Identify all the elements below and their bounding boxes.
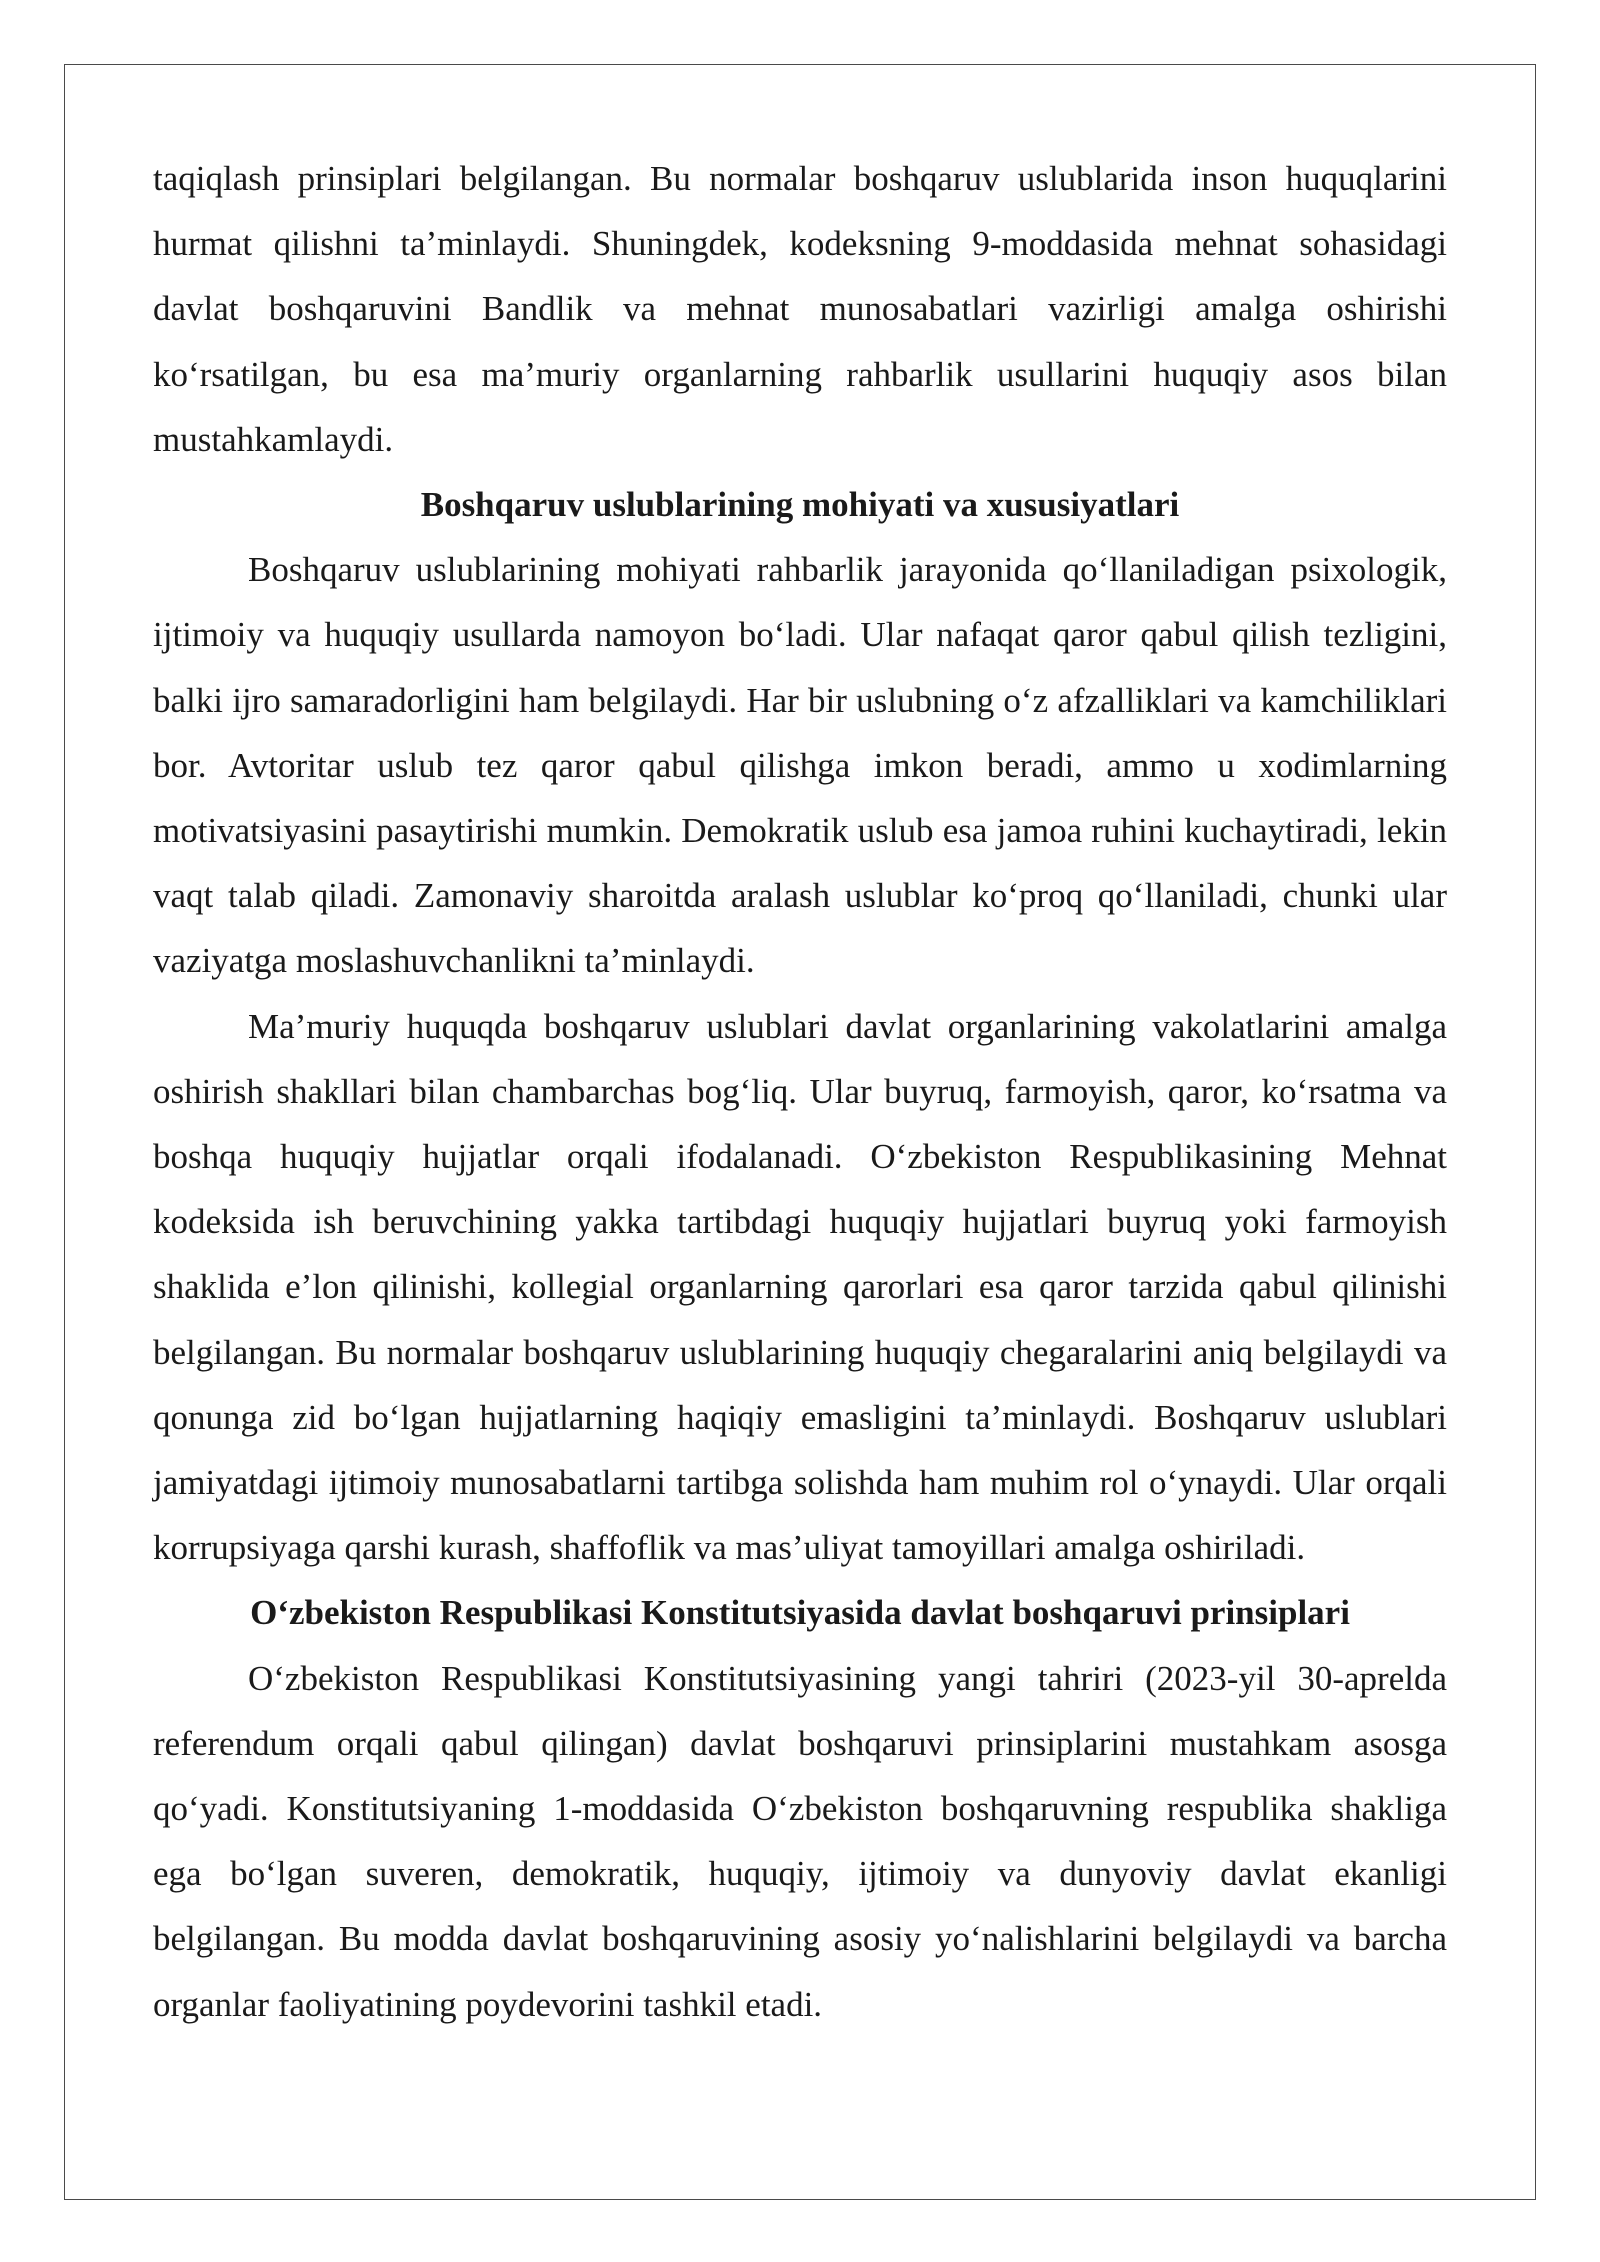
section-heading: O‘zbekiston Respublikasi Konstitutsiyasida davlat boshqaruvi prinsiplari — [250, 1593, 1350, 1633]
paragraph: O‘zbekiston Respublikasi Konstitutsiyasining yangi tahriri (2023-yil 30-aprelda referendum orqali qabul qilingan) davlat boshqaruvi prinsiplarini mustahkam asosga qo‘yadi. Konstitutsiyaning 1-moddasida O‘zbekiston boshqaruvning respublika shakliga ega bo‘lgan suveren, demokratik, huquqiy, ijtimoiy va dunyoviy davlat ekanligi belgilangan. Bu modda davlat boshqaruvining asosiy yo‘nalishlarini belgilaydi va barcha organlar faoliyatining poydevorini tashkil etadi. — [153, 1658, 1447, 2024]
paragraph: Ma’muriy huquqda boshqaruv uslublari davlat organlarining vakolatlarini amalga oshirish shakllari bilan chambarchas bog‘liq. Ular buyruq, farmoyish, qaror, ko‘rsatma va boshqa huquqiy hujjatlar orqali ifodalanadi. O‘zbekiston Respublikasining Mehnat kodeksida ish beruvchining yakka tartibdagi huquqiy hujjatlari buyruq yoki farmoyish shaklida e’lon qilinishi, kollegial organlarning qarorlari esa qaror tarzida qabul qilinishi belgilangan. Bu normalar boshqaruv uslublarining huquqiy chegaralarini aniq belgilaydi va qonunga zid bo‘lgan hujjatlarning haqiqiy emasligini ta’minlaydi. Boshqaruv uslublari jamiyatdagi ijtimoiy munosabatlarni tartibga solishda ham muhim rol o‘ynaydi. Ular orqali korrupsiyaga qarshi kurash, shaffoflik va mas’uliyat tamoyillari amalga oshiriladi. — [153, 1006, 1447, 1568]
paragraph-continuation: taqiqlash prinsiplari belgilangan. Bu normalar boshqaruv uslublarida inson huquqlarini hurmat qilishni ta’minlaydi. Shuningdek, kodeksning 9-moddasida mehnat sohasidagi davlat boshqaruvini Bandlik va mehnat munosabatlari vazirligi amalga oshirishi ko‘rsatilgan, bu esa ma’muriy organlarning rahbarlik usullarini huquqiy asos bilan mustahkamlaydi. — [153, 159, 1447, 459]
paragraph: Boshqaruv uslublarining mohiyati rahbarlik jarayonida qo‘llaniladigan psixologik, ijtimoiy va huquqiy usullarda namoyon bo‘ladi. Ular nafaqat qaror qabul qilish tezligini, balki ijro samaradorligini ham belgilaydi. Har bir uslubning o‘z afzalliklari va kamchiliklari bor. Avtoritar uslub tez qaror qabul qilishga imkon beradi, ammo u xodimlarning motivatsiyasini pasaytirishi mumkin. Demokratik uslub esa jamoa ruhini kuchaytiradi, lekin vaqt talab qiladi. Zamonaviy sharoitda aralash uslublar ko‘proq qo‘llaniladi, chunki ular vaziyatga moslashuvchanlikni ta’minlaydi. — [153, 550, 1447, 981]
document-body — [153, 146, 1447, 2037]
section-heading: Boshqaruv uslublarining mohiyati va xususiyatlari — [420, 485, 1180, 525]
